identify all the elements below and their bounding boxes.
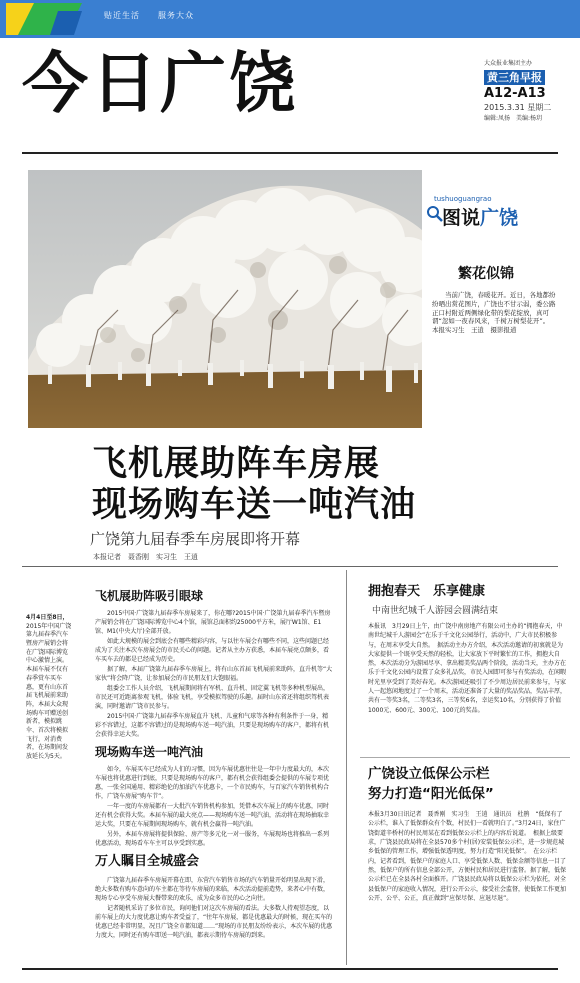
side-article-body: 本报3月30日讯记者 聂香刚 实习生 王逍 通讯员 杜鹃 “低保有了公示栏，谁入了低保群众有个数，村民们一看就明白了。”3月24日，家住广饶街道辛桥村的村民周某在看到低保公示栏上的内容后说道。 根据上级要求，广饶县民政局将在全县570多个村(居)安装低保公示栏，进一步规范城乡低保的管理工作，增强低保透明度，努力打造“阳光低保”。 在公示栏内，记者看到，低保户的家庭人口、享受低保人数、低保金额等信息一目了然，低保户的所有信息全部公开，方便村民和居民进行监督。据了解，低保公示栏已在全县各村全面推开。广饶县民政局将以低保公示栏为依托，对全县低保户的家庭收入情况，进行公开公示，接受社会监督，使低保工作更加公开、公平、公正，真正做到“应保尽保、应退尽退”。 — [368, 811, 567, 902]
feature-body: 当前广饶，春暖花开。近日，各地都纷纷晒出赏花图片，广饶也不甘示弱，委公路正口村附近两侧绿化带的梨花绽放，真可谓“忽如一夜春风来，千树万树梨花开”。 本报实习生 王逍 摄影报道 — [432, 291, 556, 335]
article-rule — [22, 566, 558, 567]
column-divider — [346, 570, 347, 965]
page-numbers: A12-A13 — [484, 86, 546, 102]
paragraph: 记者随机采访了多位市民，询问他们对这次车房展的看法。大多数人持观望态度，以前车展上的大力度优惠让购车者受益了，“往年车房展，都是优惠最大的时候，现在买车的优惠已经非常明显，况且广饶全市都知道……”现场的市民朋友纷纷表示，本次车展的优惠力度大，同时还有购车即送一吨汽油，都表示期待车房展的到来。 — [95, 904, 333, 939]
main-headline — [92, 443, 416, 526]
publisher: 大众报业集团主办 — [484, 60, 533, 67]
section-heading: 万人瞩目全城盛会 — [95, 854, 200, 869]
paragraph: 另外，本届车房展将提供保险、房产等多元化一对一服务，车展现场也将推出一系列优惠活动，现场看车车主可以享受到实惠。 — [95, 831, 330, 847]
side-article-welfare — [368, 765, 568, 903]
side-divider — [360, 757, 570, 758]
side-article-spring — [368, 580, 568, 715]
side-article-subtitle: 中南世纪城千人游园会圆满结束 — [372, 606, 499, 616]
photo-feature — [426, 195, 556, 380]
paragraph: 如此大规模的展会到底会有哪些精彩内容，与以往车展会有哪些不同，这些问题已经成为了关注本次车房展会的市民关心的问题。记者从主办方获悉，本届车展亮点颇多，看车买车去的都是已经成为历史。 — [95, 638, 330, 663]
issue-info — [484, 60, 576, 122]
byline: 本报记者 聂香刚 实习生 王逍 — [93, 553, 198, 561]
main-article — [95, 583, 333, 941]
series-name — [442, 203, 518, 230]
side-article-body: 本报讯 3月29日上午，由广饶中南房地产有限公司主办的“拥抱春天，中南世纪城千人游园会”在乐于千文化公园举行，活动中，广大市民积极参与，在周末享受大自然。 据活动主办方介绍，本次活动邀请的初衷就是为大家提供一个既享受天然的轻松，让大家放下平时繁忙的工作，拥抱大自然，本次活动分为游园尽享、拿出精美奖品两个阶段，活动当天，主办方在乐于千文化公园内设置了众多礼品奖，市民入园即可参与有奖活动，在闲暇时光里享受到了美好春光。本次游园还吸引了不少周边居民前来参与，与家人一起悠闲地度过了一个周末，活动还准备了大量的奖品奖品，奖品丰厚，共有一等奖3名，二等奖3名，三等奖6名，幸运奖10名，分别获得了价值1000元、600元、300元、100元的奖品。 — [368, 623, 567, 714]
headline-line-2: 现场购车送一吨汽油 — [92, 484, 417, 526]
editors: 编辑:凤扬 美编:杨玥 — [484, 114, 543, 122]
feature-title: 繁花似锦 — [458, 266, 514, 282]
paragraph: 广饶第九届春季车房展开幕在即，东营汽车销售市场的汽车销量开始明显出现下滑，绝大多数有购车意向的车主都在等待车房展的来临，本次活动提前造势，来者心中有数，现场专心享受车房展大餐带来的欢乐，成为众多市民的心之向往。 — [95, 876, 330, 902]
paragraph: 组委会工作人员介绍，飞机展期间将有军机、直升机、固定翼飞机等多种机型展出，市民还可近距离参观飞机，体验飞机，享受模拟驾驶的乐趣。届时山东省还将组织驾机表演，同时邀请广饶市民参与。 — [95, 685, 330, 710]
slogan: 贴近生活 服务大众 — [104, 11, 194, 20]
blossom-orchard-photo — [28, 170, 422, 428]
footer-rule — [22, 968, 558, 970]
series-name-b: 广饶 — [480, 207, 519, 229]
side-article-title-1: 广饶设立低保公示栏 — [368, 766, 490, 782]
side-article-title: 拥抱春天 乐享健康 — [368, 584, 486, 599]
paragraph: 一年一度的车房展都有一大批汽车销售机构参加，凭借本次车展上的购车优惠，同时还有机会获得大奖。本届车展的最大亮点——现场购车送一吨汽油，活动将在现场抽取幸运大奖，只要在车展期间现场购车，就有机会赢得一吨汽油。 — [95, 803, 330, 828]
paragraph: 如今，车展买车已经成为人们的习惯，因为车展优惠往往是一年中力度最大的，本次车展也将优惠进行到底，只要是现场购车的客户，都有机会获得组委会提供的车展专项优惠，一张全国通用、精彩绝伦的加油汽车优惠卡，一个市民购车，与百家汽车销售机构合作，广饶车房展“购车节”。 — [95, 766, 330, 800]
headline-line-1: 飞机展助阵车房展 — [92, 443, 381, 484]
series-pinyin: tushuoguangrao — [434, 195, 492, 203]
section-heading: 飞机展助阵吸引眼球 — [95, 589, 204, 603]
lead-text: 2015年中国广饶第九届春季汽车暨房产展销会将在广饶国际博览中心激情上演。本届车展不仅有春季赏车买车惠，更有山东首届飞机展前来助阵，本届大众现场购车可赠送创新者，模拟跳伞、首次将模拟飞行，对消费者，在场期间发放延长为5天。 — [26, 622, 72, 760]
paragraph: 据了解，本届广饶第九届春季车房展上，将有山东首届飞机展前来助阵，直升机等“大家伙”将会降广饶，让参加展会的市民朋友们大饱眼福。 — [95, 666, 333, 682]
masthead-title: 今日广饶 — [22, 44, 298, 122]
subheadline: 广饶第九届春季车房展即将开幕 — [90, 530, 301, 548]
top-banner — [0, 0, 580, 38]
paper-brand: 黄三角早报 — [484, 70, 545, 86]
lead-dateline: 4月4日至8日， — [26, 614, 69, 621]
newspaper-logo-icon — [6, 3, 82, 35]
lead-sidebar — [26, 614, 72, 762]
side-article-title-2: 努力打造“阳光低保” — [368, 785, 494, 802]
issue-date: 2015.3.31 星期二 — [484, 102, 552, 112]
series-name-a: 图说 — [442, 207, 481, 229]
header-rule — [22, 152, 558, 154]
paragraph: 2015中国·广饶第九届春季车房展来了，你在哪?2015中国·广饶第九届春季汽车暨房产展销会将在广饶国际博览中心4个馆，展馆总面积约25000平方米，展厅W1馆、E1馆、M1(中央大厅)全部开放。 — [95, 610, 331, 635]
section-heading: 现场购车送一吨汽油 — [95, 745, 204, 759]
paragraph: 2015中国·广饶第九届春季车房展直升飞机、儿童和气球等各种有利条件于一身，精彩不容错过，这都不容错过的是现场购车送一吨汽油，只要是现场购车的客户，都将有机会获得幸运大奖。 — [95, 713, 330, 738]
